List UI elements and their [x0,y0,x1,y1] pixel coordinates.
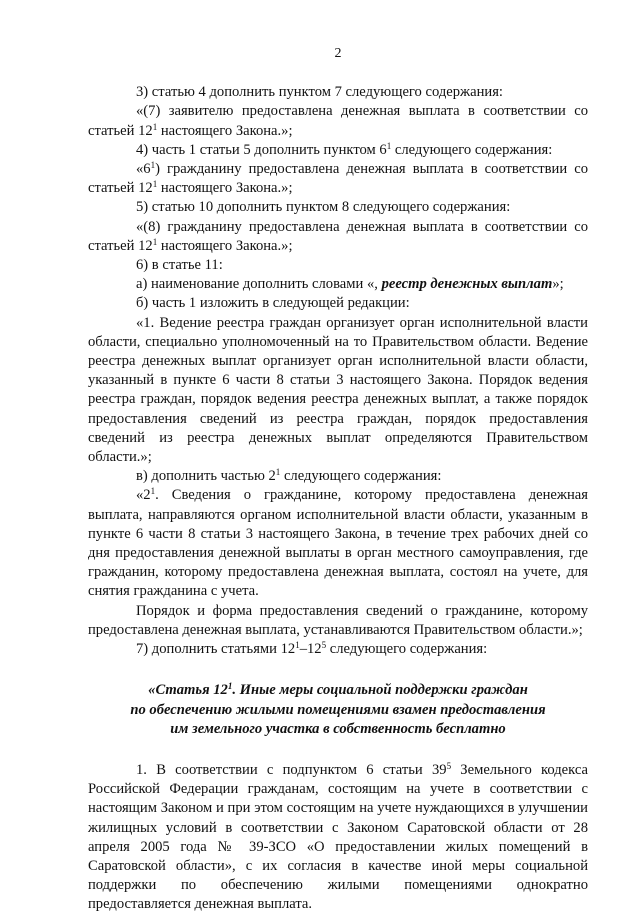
item-3-quote: «(7) заявителю предоставлена денежная выплата в соответствии со статьей $12^1$ настоящего Закона.»; [88,103,588,139]
item-3: 3) статью 4 дополнить пунктом 7 следующего содержания: [136,84,503,101]
article-paragraph-1: 1. В соответствии с подпунктом 6 статьи $39^5$ Земельного кодекса Российской Федерации гражданам, состоящим на учете в соответствии с настоящим Законом и при этом состоящим на учете нуждающихся в улучшении жилищных условий в соответствии с Законом Саратовской области от 28 апреля 2005 года № 39-ЗСО «О предоставлении жилых помещений в Саратовской области», с их согласия в качестве иной меры социальной поддержки по обеспечению жилыми помещениями однократно предоставляется денежная выплата. [88,760,589,913]
article-heading-line-1: «Статья $12^1$. Иные меры социальной поддержки граждан [148,681,528,699]
item-7: 7) дополнить статьями $12^1-12^5$ следующего содержания: [136,640,488,658]
page-number: 2 [334,46,342,61]
article-heading [88,681,588,739]
item-6-v-quote-2: Порядок и форма предоставления сведений о гражданине, которому предоставлена денежная выплата, устанавливаются Правительством области.»; [88,602,588,638]
article-heading-line-3: им земельного участка в собственность бесплатно [170,720,506,737]
item-6: 6) в статье 11: [136,257,223,274]
item-6-a: а) наименование дополнить словами «, реестр денежных выплат»; [136,276,564,293]
item-4-quote: «$6^1$) гражданину предоставлена денежная выплата в соответствии со статьей $12^1$ настоящего Закона.»; [88,160,588,197]
article-heading-line-2: по обеспечению жилыми помещениями взамен предоставления [130,701,546,718]
item-5: 5) статью 10 дополнить пунктом 8 следующего содержания: [136,199,511,216]
item-4: 4) часть 1 статьи 5 дополнить пунктом $6^1$ следующего содержания: [136,140,553,158]
item-6-b-quote: «1. Ведение реестра граждан организует орган исполнительной власти области, специально уполномоченный на то Правительством области. Ведение реестра денежных выплат организует орган исполнительной власти области, указанный в пункте 6 части 8 статьи 3 настоящего Закона. Порядок ведения реестра граждан, порядок ведения реестра денежных выплат, а также порядок предоставления сведений из реестра граждан, порядок предоставления сведений из реестра денежных выплат определяются Правительством области.»; [88,314,588,466]
item-6-b: б) часть 1 изложить в следующей редакции: [136,295,410,312]
item-6-v-quote: «$2^1$. Сведения о гражданине, которому предоставлена денежная выплата, направляются органом исполнительной власти области, указанным в пункте 6 части 8 статьи 3 настоящего Закона, в течение трех рабочих дней со дня предоставления денежной выплаты в орган местного самоуправления, где гражданин, которому предоставлена денежная выплата, состоял на учете, для снятия гражданина с учета. [88,486,588,600]
item-5-quote: «(8) гражданину предоставлена денежная выплата в соответствии со статьей $12^1$ настоящего Закона.»; [88,218,588,254]
item-6-v: в) дополнить частью $2^1$ следующего содержания: [136,467,442,485]
